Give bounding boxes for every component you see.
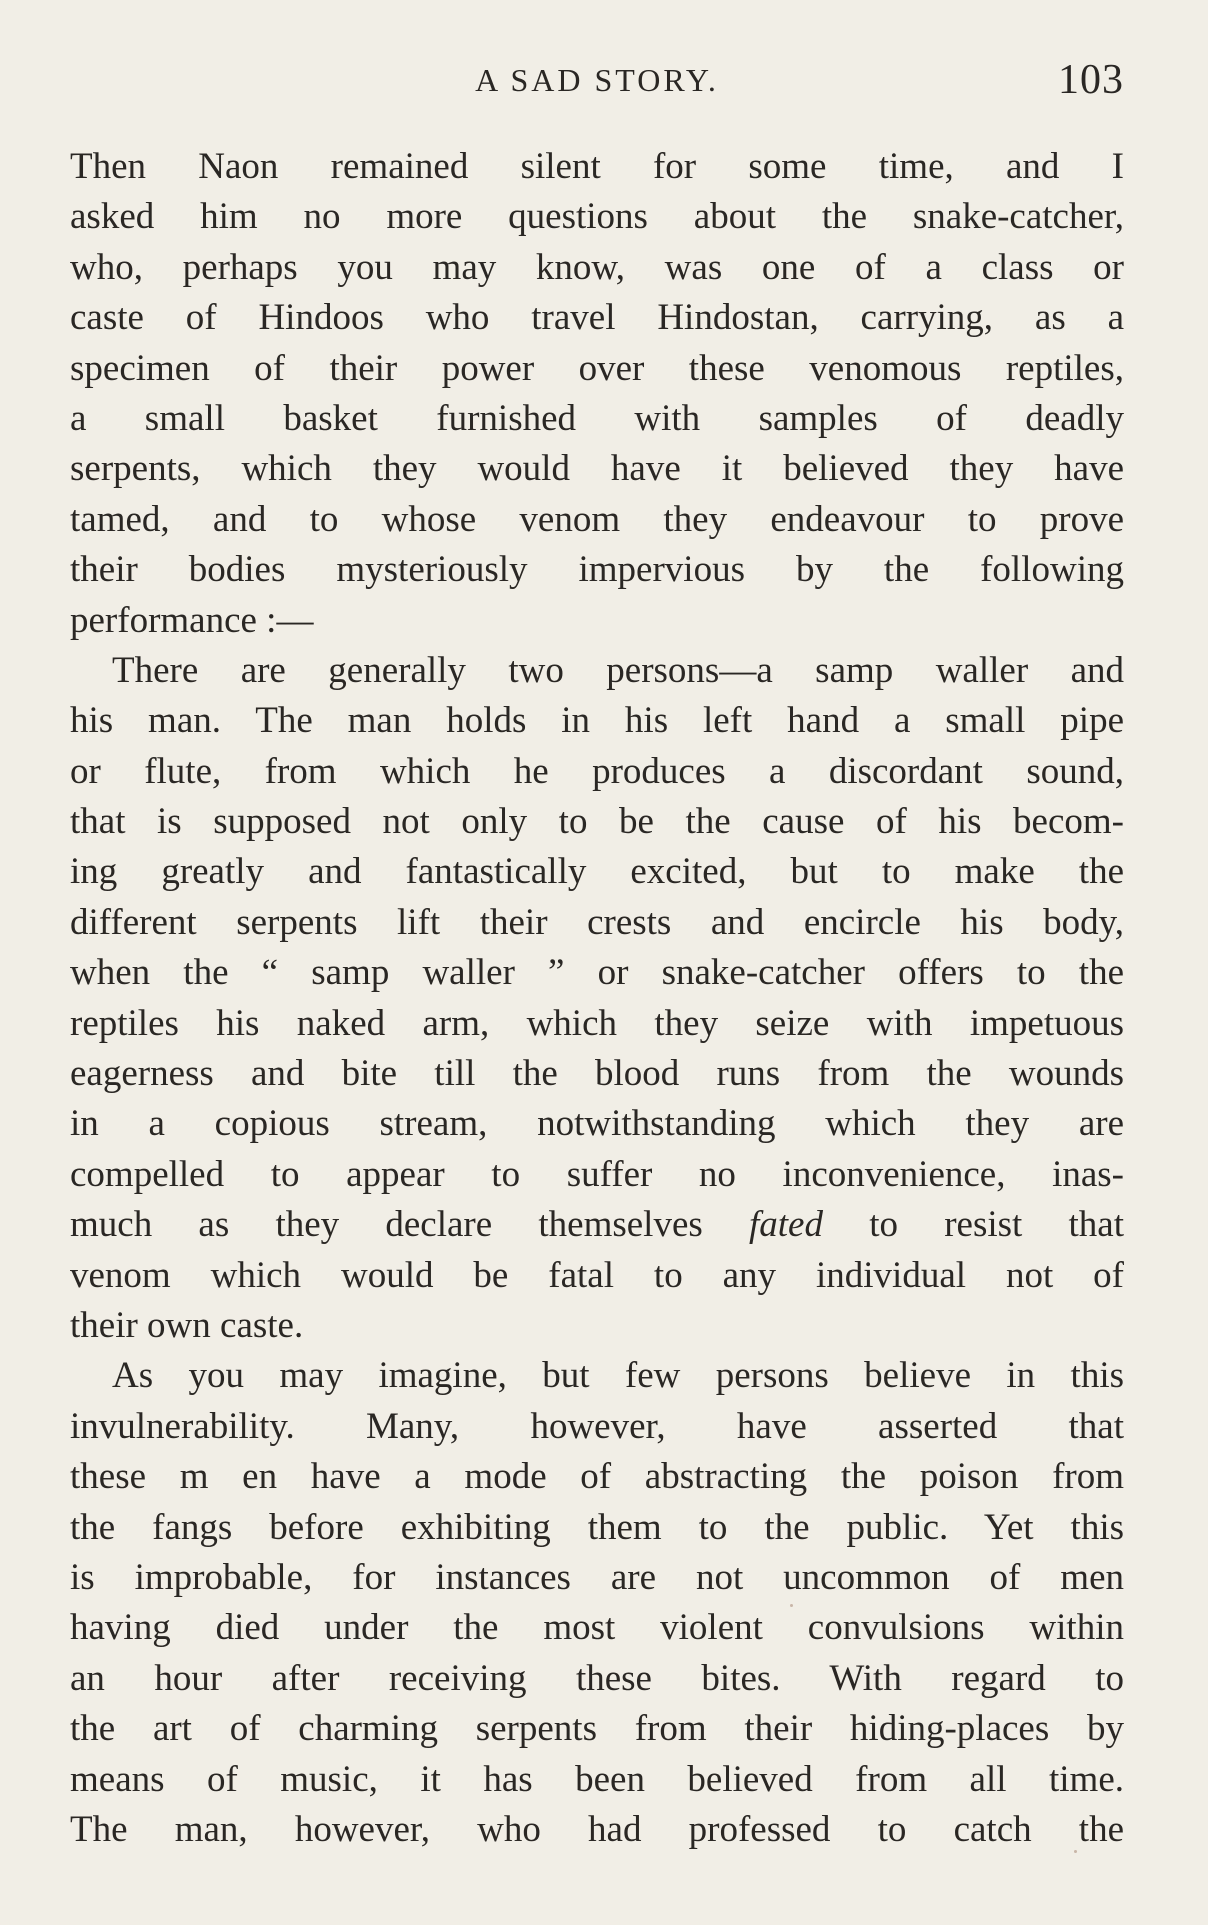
text-line: asked him no more questions about the snake-catcher, [70, 196, 1124, 238]
text-line: the art of charming serpents from their hiding-places by [70, 1708, 1124, 1750]
body-text [70, 142, 1124, 1855]
text-line: their own caste. [70, 1304, 304, 1346]
text-line: his man. The man holds in his left hand a small pipe [70, 700, 1124, 742]
text-line: compelled to appear to suffer no inconvenience, inas- [70, 1153, 1124, 1195]
page-number: 103 [1058, 57, 1124, 103]
text-line: serpents, which they would have it believed they have [70, 448, 1124, 490]
text-line: these m en have a mode of abstracting the poison from [70, 1456, 1124, 1498]
text-line: is improbable, for instances are not uncommon of men [70, 1556, 1124, 1598]
text-line-with-italic [70, 1200, 1124, 1250]
text-line: specimen of their power over these venomous reptiles, [70, 347, 1124, 389]
text-line: in a copious stream, notwithstanding which they are [70, 1103, 1124, 1145]
text-line: when the “ samp waller ” or snake-catcher offers to the [70, 952, 1124, 994]
text-line: or flute, from which he produces a discordant sound, [70, 750, 1124, 792]
text-segment: much as they declare themselves [70, 1204, 703, 1246]
text-line: performance :— [70, 599, 314, 641]
paper-fleck [1074, 1850, 1077, 1853]
text-line: an hour after receiving these bites. With regard to [70, 1657, 1124, 1699]
paper-fleck [790, 1604, 793, 1607]
text-line: There are generally two persons—a samp waller and [112, 649, 1124, 691]
italic-word: fated [749, 1204, 823, 1246]
text-line: ing greatly and fantastically excited, but to make the [70, 851, 1124, 893]
running-title: A SAD STORY. [475, 62, 719, 98]
text-line: eagerness and bite till the blood runs from the wounds [70, 1053, 1124, 1095]
text-line: The man, however, who had professed to catch the [70, 1808, 1124, 1850]
text-line: caste of Hindoos who travel Hindostan, carrying, as a [70, 297, 1124, 339]
text-line: As you may imagine, but few persons believe in this [112, 1355, 1124, 1397]
text-line: different serpents lift their crests and encircle his body, [70, 901, 1124, 943]
text-line: that is supposed not only to be the cause of his becom- [70, 801, 1124, 843]
text-line: a small basket furnished with samples of deadly [70, 397, 1124, 439]
text-line: Then Naon remained silent for some time, and I [70, 146, 1124, 187]
text-segment: to resist that [869, 1204, 1124, 1246]
text-line: reptiles his naked arm, which they seize with impetuous [70, 1002, 1124, 1044]
page-header [70, 57, 1124, 112]
text-line: the fangs before exhibiting them to the public. Yet this [70, 1506, 1124, 1548]
text-line: means of music, it has been believed from all time. [70, 1758, 1124, 1800]
text-line: invulnerability. Many, however, have asserted that [70, 1405, 1124, 1447]
text-line: tamed, and to whose venom they endeavour to prove [70, 498, 1124, 540]
text-line: venom which would be fatal to any individual not of [70, 1254, 1124, 1296]
text-line: their bodies mysteriously impervious by the following [70, 549, 1124, 591]
text-line: who, perhaps you may know, was one of a class or [70, 246, 1124, 288]
text-line: having died under the most violent convulsions within [70, 1607, 1124, 1649]
